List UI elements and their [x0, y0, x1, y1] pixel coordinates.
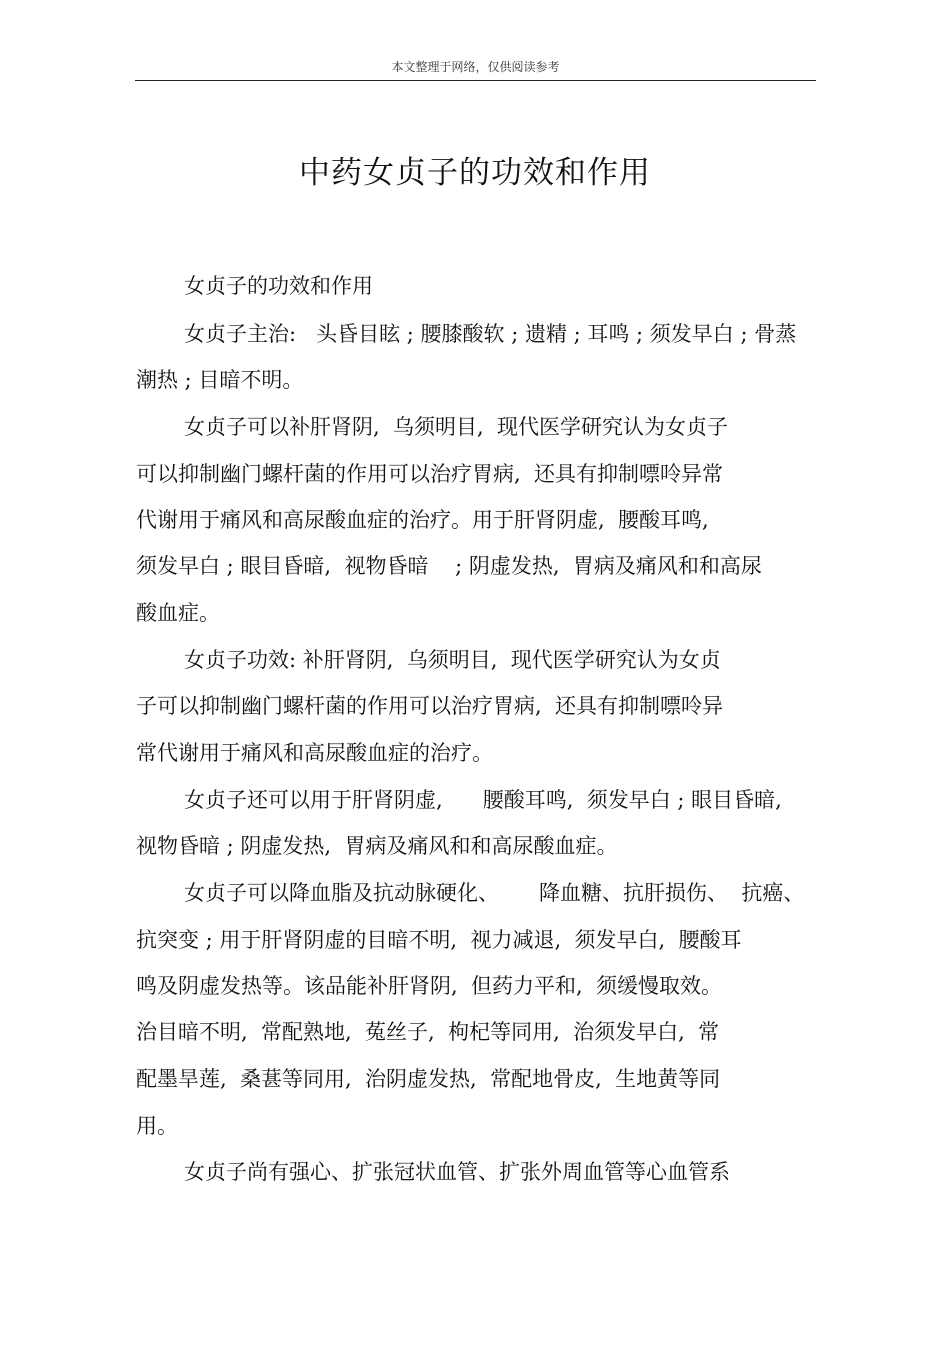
body-line: 鸣及阴虚发热等。该品能补肝肾阴, 但药力平和, 须缓慢取效。	[136, 974, 723, 998]
page-header: 本文整理于网络，仅供阅读参考	[391, 60, 560, 74]
body-line: 潮热 ; 目暗不明。	[136, 368, 304, 392]
header-rule	[135, 80, 816, 81]
body-line: 女贞子尚有强心、扩张冠状血管、扩张外周血管等心血管系	[184, 1160, 730, 1184]
body-line: 子可以抑制幽门螺杆菌的作用可以治疗胃病, 还具有抑制嘌呤异	[136, 694, 724, 718]
body-line: 女贞子可以降血脂及抗动脉硬化、 降血糖、抗肝损伤、 抗癌、	[184, 881, 805, 905]
body-line: 治目暗不明, 常配熟地, 菟丝子, 枸杞等同用, 治须发早白, 常	[136, 1020, 720, 1044]
document-title: 中药女贞子的功效和作用	[299, 155, 651, 191]
section-heading: 女贞子的功效和作用	[184, 274, 373, 298]
body-line: 配墨旱莲, 桑葚等同用, 治阴虚发热, 常配地骨皮, 生地黄等同	[136, 1067, 721, 1091]
body-line: 酸血症。	[136, 601, 220, 625]
body-line: 须发早白 ; 眼目昏暗, 视物昏暗 ; 阴虚发热, 胃病及痛风和和高尿	[136, 554, 762, 578]
body-line: 可以抑制幽门螺杆菌的作用可以治疗胃病, 还具有抑制嘌呤异常	[136, 462, 724, 486]
body-line: 女贞子功效: 补肝肾阴, 乌须明目, 现代医学研究认为女贞	[184, 648, 721, 672]
body-line: 用。	[136, 1114, 178, 1138]
body-line: 视物昏暗 ; 阴虚发热, 胃病及痛风和和高尿酸血症。	[136, 834, 618, 858]
body-line: 女贞子还可以用于肝肾阴虚, 腰酸耳鸣, 须发早白 ; 眼目昏暗,	[184, 788, 782, 812]
body-line: 女贞子主治: 头昏目眩 ; 腰膝酸软 ; 遗精 ; 耳鸣 ; 须发早白 ; 骨蒸	[184, 322, 797, 346]
body-line: 抗突变 ; 用于肝肾阴虚的目暗不明, 视力减退, 须发早白, 腰酸耳	[136, 928, 742, 952]
body-line: 常代谢用于痛风和高尿酸血症的治疗。	[136, 741, 493, 765]
body-line: 代谢用于痛风和高尿酸血症的治疗。用于肝肾阴虚, 腰酸耳鸣,	[136, 508, 709, 532]
body-line: 女贞子可以补肝肾阴, 乌须明目, 现代医学研究认为女贞子	[184, 415, 729, 439]
